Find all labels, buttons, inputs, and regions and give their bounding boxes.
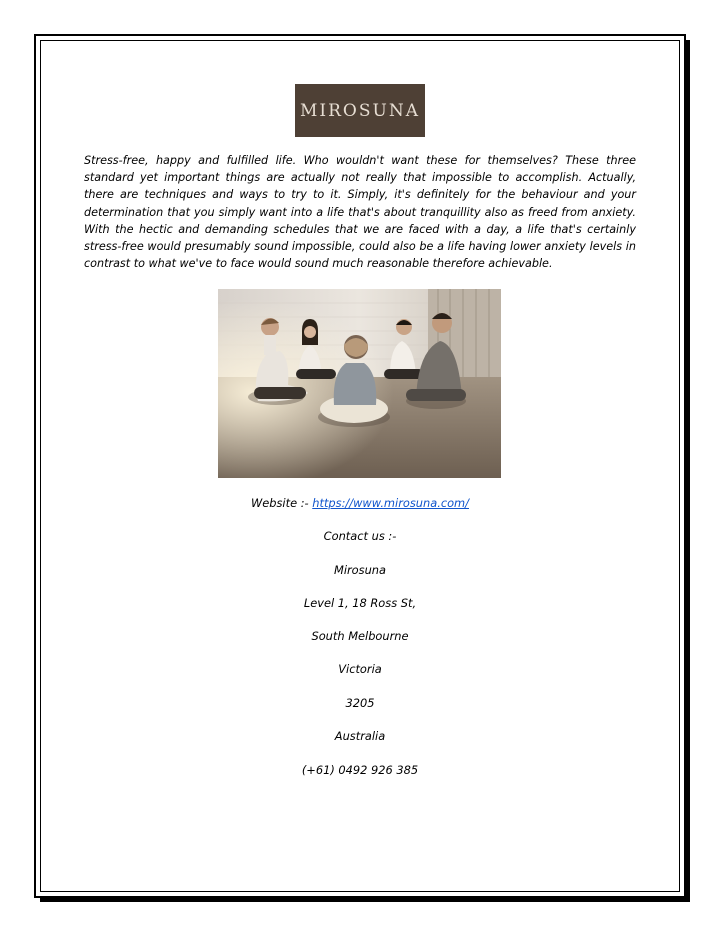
contact-address-line: Level 1, 18 Ross St, — [303, 596, 417, 610]
logo-text: MIROSUNA — [300, 100, 420, 121]
website-label: Website :- — [251, 496, 313, 510]
intro-paragraph: Stress-free, happy and fulfilled life. Who wouldn't want these for themselves? These three standard yet important things are actually not really that impossible to accomplish. Actually, there are techniques and ways to try to it. Simply, it's definitely for the behaviour and your determination that you simply want into a life that's about tranquillity also as freed from anxiety. With the hectic and demanding schedules that we are faced with a day, a life that's certainly stress-free would presumably sound impossible, could also be a life having lower anxiety levels in contrast to what we've to face would sound much reasonable therefore achievable. — [84, 154, 636, 271]
website-link[interactable]: https://www.mirosuna.com/ — [312, 496, 469, 510]
contact-postcode: 3205 — [345, 696, 375, 710]
contact-state: Victoria — [338, 662, 382, 676]
mirosuna-logo — [295, 84, 425, 137]
meditation-group-photo — [218, 289, 501, 478]
contact-phone: (+61) 0492 926 385 — [301, 763, 419, 777]
contact-company-name: Mirosuna — [334, 563, 386, 577]
website-line — [84, 496, 636, 510]
contact-suburb: South Melbourne — [311, 629, 409, 643]
contact-country: Australia — [334, 729, 386, 743]
contact-heading: Contact us :- — [323, 529, 397, 543]
